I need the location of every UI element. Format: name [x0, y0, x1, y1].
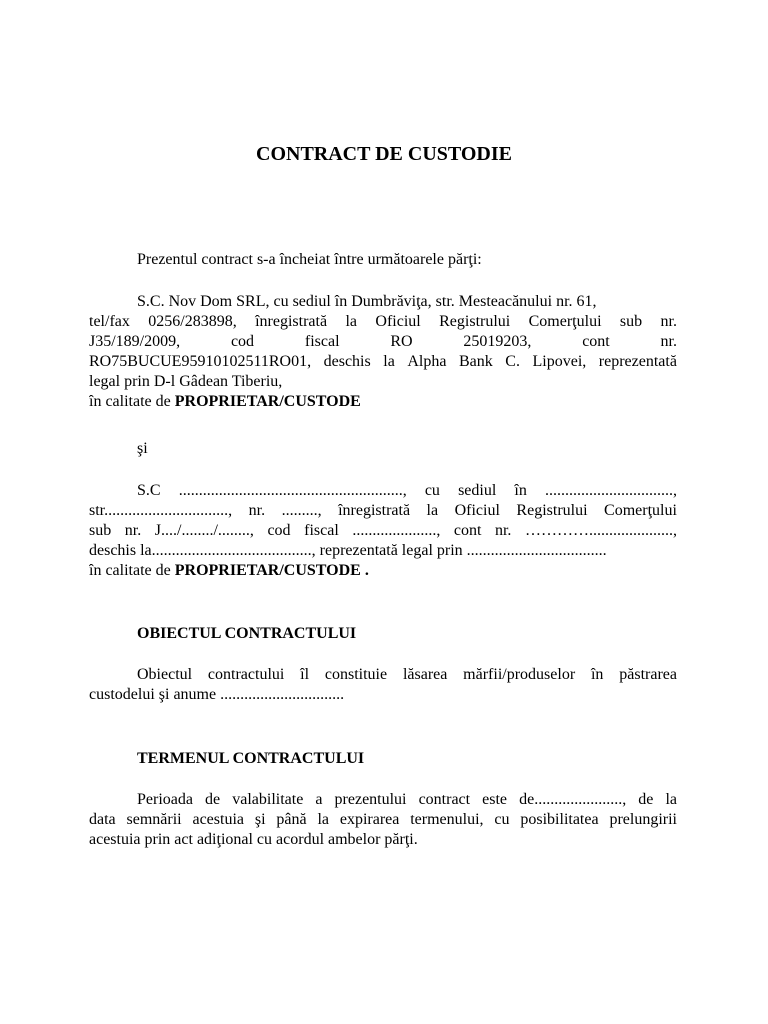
- word: este: [482, 791, 508, 808]
- word: contractului: [207, 666, 285, 683]
- word: la: [665, 791, 677, 808]
- word: Registrului: [516, 502, 588, 519]
- word: C.: [505, 353, 520, 370]
- word: la: [317, 811, 329, 828]
- party2-role-prefix: în calitate de: [89, 562, 175, 579]
- term-section: [89, 749, 677, 769]
- word: nr.: [660, 333, 677, 350]
- term-heading: TERMENUL CONTRACTULUI: [137, 750, 365, 767]
- word: mărfii/produselor: [463, 666, 576, 683]
- word: J35/189/2009,: [89, 333, 181, 350]
- word: lăsarea: [402, 666, 448, 683]
- word: la: [345, 313, 358, 330]
- word: data: [89, 811, 116, 828]
- word: păstrarea: [619, 666, 677, 683]
- intro-paragraph: [89, 250, 677, 270]
- word: ................................,: [544, 482, 677, 499]
- object-line-1: [89, 665, 677, 685]
- word: înregistrată: [338, 502, 411, 519]
- party2-role: PROPRIETAR/CUSTODE .: [174, 562, 369, 579]
- word: Alpha: [407, 353, 447, 370]
- party1-paragraph: [89, 292, 677, 412]
- word: nr.: [124, 522, 142, 539]
- party2-role-line: [89, 561, 677, 581]
- party2-line-2: [89, 501, 677, 521]
- word: Comerţului: [528, 313, 602, 330]
- word: constituie: [324, 666, 388, 683]
- word: cu: [424, 482, 440, 499]
- word: prelungirii: [609, 811, 677, 828]
- word: sediul: [458, 482, 497, 499]
- word: expirarea: [339, 811, 400, 828]
- term-line-2: [89, 810, 677, 830]
- word: .....................,: [352, 522, 441, 539]
- word: fiscal: [304, 333, 340, 350]
- word: înregistrată: [255, 313, 328, 330]
- word: deschis: [323, 353, 371, 370]
- object-section: [89, 624, 677, 644]
- party1-role: PROPRIETAR/CUSTODE: [174, 393, 361, 410]
- word: valabilitate: [232, 791, 304, 808]
- party2-paragraph: [89, 481, 677, 581]
- word: 25019203,: [463, 333, 532, 350]
- party1-line-5: legal prin D-l Gâdean Tiberiu,: [89, 373, 283, 390]
- word: Registrului: [439, 313, 511, 330]
- word: Oficiul: [375, 313, 421, 330]
- word: acestuia: [192, 811, 244, 828]
- conjunction-text: şi: [137, 440, 148, 457]
- word: contract: [418, 791, 471, 808]
- word: Obiectul: [137, 666, 193, 683]
- party2-line-1: [89, 481, 677, 501]
- word: nr.: [494, 522, 512, 539]
- word: cod: [230, 333, 255, 350]
- word: posibilitatea: [520, 811, 599, 828]
- object-line-2: custodelui şi anume ...............................: [89, 686, 345, 703]
- word: Bank: [458, 353, 493, 370]
- party2-line-3: [89, 521, 677, 541]
- word: RO75BUCUE95910102511RO01,: [89, 353, 312, 370]
- word: Perioada: [137, 791, 193, 808]
- word: J..../......../........,: [154, 522, 254, 539]
- word: ........................................................,: [178, 482, 407, 499]
- word: tel/fax: [89, 313, 130, 330]
- term-line-3: acestuia prin act adiţional cu acordul ambelor părţi.: [89, 831, 418, 848]
- word: şi: [254, 811, 266, 828]
- word: RO: [390, 333, 413, 350]
- word: Comerţului: [604, 502, 677, 519]
- word: ………….....................,: [524, 522, 677, 539]
- word: îl: [300, 666, 310, 683]
- word: de: [638, 791, 654, 808]
- term-line-1: [89, 790, 677, 810]
- conjunction-paragraph: [89, 439, 677, 459]
- word: 0256/283898,: [148, 313, 237, 330]
- word: str...............................,: [89, 502, 233, 519]
- word: sub: [619, 313, 643, 330]
- word: la: [383, 353, 395, 370]
- word: prezentului: [334, 791, 407, 808]
- party1-line-3: [89, 332, 677, 352]
- word: S.C. Nov Dom SRL, cu sediul în Dumbrăviţa, str. Mesteacănului nr. 61,: [137, 293, 597, 310]
- word: a: [315, 791, 323, 808]
- word: termenului,: [410, 811, 484, 828]
- object-paragraph: [89, 665, 677, 705]
- word: în: [514, 482, 527, 499]
- word: de: [205, 791, 221, 808]
- word: cont: [582, 333, 610, 350]
- word: cu: [494, 811, 510, 828]
- party1-line-1: [89, 292, 677, 312]
- word: nr.: [248, 502, 266, 519]
- party1-line-4: [89, 352, 677, 372]
- word: reprezentată: [598, 353, 677, 370]
- word: .........,: [281, 502, 322, 519]
- party2-line-4: deschis la........................................, reprezentată legal prin ...................................: [89, 542, 607, 559]
- word: semnării: [126, 811, 182, 828]
- word: nr.: [660, 313, 677, 330]
- object-heading: OBIECTUL CONTRACTULUI: [137, 625, 357, 642]
- word: sub: [89, 522, 112, 539]
- party1-role-prefix: în calitate de: [89, 393, 175, 410]
- word: în: [590, 666, 604, 683]
- word: de......................,: [519, 791, 627, 808]
- document-title: CONTRACT DE CUSTODIE: [256, 143, 512, 165]
- word: până: [276, 811, 307, 828]
- word: S.C: [137, 482, 161, 499]
- intro-text: Prezentul contract s-a încheiat între următoarele părţi:: [137, 251, 482, 268]
- term-paragraph: [89, 790, 677, 850]
- word: cod: [267, 522, 291, 539]
- word: Lipovei,: [532, 353, 587, 370]
- word: Oficiul: [454, 502, 500, 519]
- party1-role-line: [89, 392, 677, 412]
- word: la: [426, 502, 439, 519]
- word: cont: [453, 522, 482, 539]
- party1-line-2: [89, 312, 677, 332]
- word: fiscal: [304, 522, 339, 539]
